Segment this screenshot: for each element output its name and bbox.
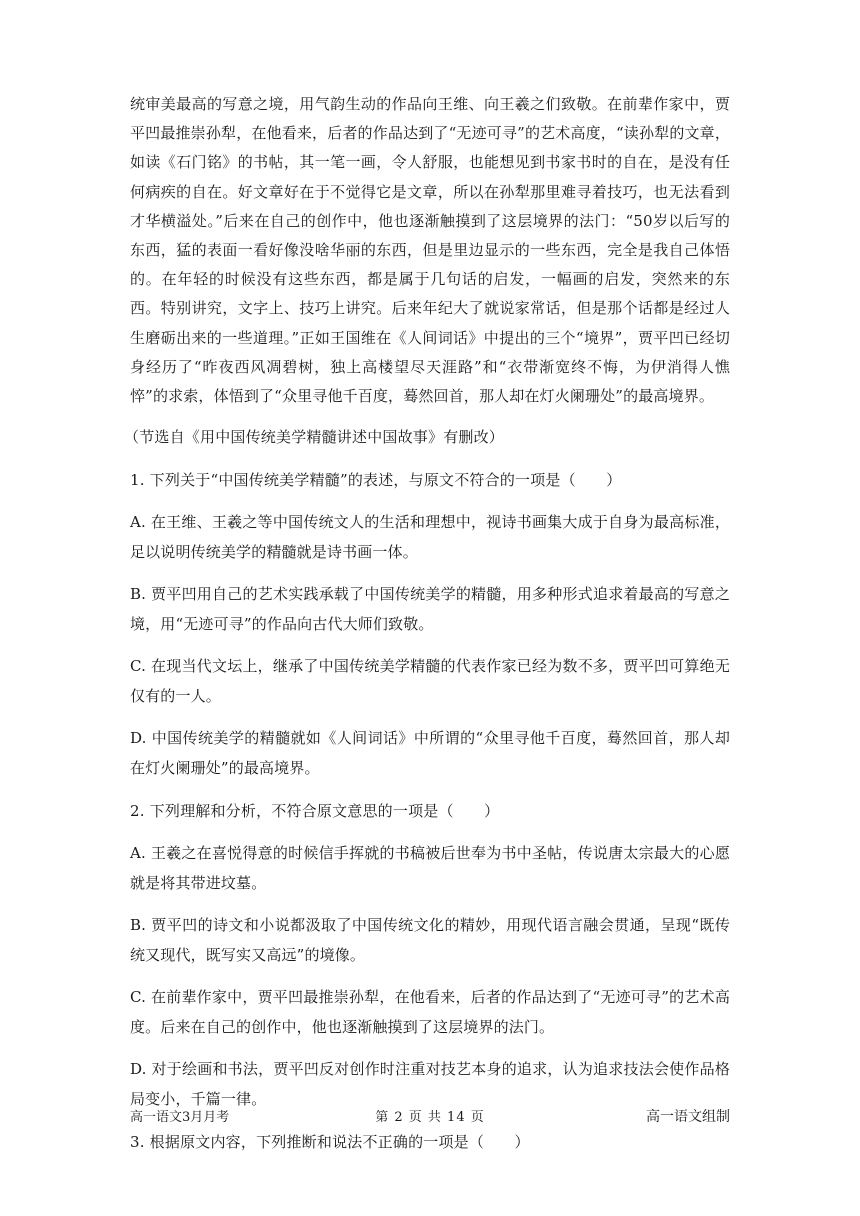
question-2-option-d: D. 对于绘画和书法，贾平凹反对创作时注重对技艺本身的追求，认为追求技法会使作品格局变小，千篇一律。 bbox=[130, 1060, 730, 1108]
question-1-option-b: B. 贾平凹用自己的艺术实践承载了中国传统美学的精髓，用多种形式追求着最高的写意之境，用“无迹可寻”的作品向古代大师们致敬。 bbox=[130, 585, 730, 633]
footer-exam-name: 高一语文3月月考 bbox=[130, 1110, 230, 1125]
source-citation: （节选自《用中国传统美学精髓讲述中国故事》有删改） bbox=[124, 428, 505, 447]
question-2-stem: 2. 下列理解和分析，不符合原文意思的一项是（ ） bbox=[130, 802, 500, 821]
page-content bbox=[124, 90, 730, 1157]
question-3-stem: 3. 根据原文内容，下列推断和说法不正确的一项是（ ） bbox=[130, 1133, 530, 1152]
question-1-stem: 1. 下列关于“中国传统美学精髓”的表述，与原文不符合的一项是（ ） bbox=[130, 471, 622, 490]
question-2-option-b: B. 贾平凹的诗文和小说都汲取了中国传统文化的精妙，用现代语言融会贯通，呈现“既传统又现代，既写实又高远”的境像。 bbox=[130, 916, 730, 964]
page-footer bbox=[130, 1106, 730, 1128]
passage-paragraph: 统审美最高的写意之境，用气韵生动的作品向王维、向王羲之们致敬。在前辈作家中，贾平凹最推崇孙犁，在他看来，后者的作品达到了“无迹可寻”的艺术高度，“读孙犁的文章，如读《石门铭》的书帖，其一笔一画，令人舒服，也能想见到书家书时的自在，是没有任何病疾的自在。好文章好在于不觉得它是文章，所以在孙犁那里难寻着技巧，也无法看到才华横溢处。”后来在自己的创作中，他也逐渐触摸到了这层境界的法门：“50岁以后写的东西，猛的表面一看好像没啥华丽的东西，但是里边显示的一些东西，完全是我自己体悟的。在年轻的时候没有这些东西，都是属于几句话的启发，一幅画的启发，突然来的东西。特别讲究，文字上、技巧上讲究。后来年纪大了就说家常话，但是那个话都是经过人生磨砺出来的一些道理。”正如王国维在《人间词话》中提出的三个“境界”，贾平凹已经切身经历了“昨夜西风凋碧树，独上高楼望尽天涯路”和“衣带渐宽终不悔，为伊消得人憔悴”的求索，体悟到了“众里寻他千百度，蓦然回首，那人却在灯火阑珊处”的最高境界。 bbox=[130, 95, 730, 406]
question-2-option-c: C. 在前辈作家中，贾平凹最推崇孙犁，在他看来，后者的作品达到了“无迹可寻”的艺术高度。后来在自己的创作中，他也逐渐触摸到了这层境界的法门。 bbox=[130, 988, 730, 1036]
question-1-option-c: C. 在现当代文坛上，继承了中国传统美学精髓的代表作家已经为数不多，贾平凹可算绝无仅有的一人。 bbox=[130, 657, 730, 705]
footer-page-number: 第 2 页 共 14 页 bbox=[375, 1110, 485, 1125]
question-1-option-d: D. 中国传统美学的精髓就如《人间词话》中所谓的“众里寻他千百度，蓦然回首，那人却在灯火阑珊处”的最高境界。 bbox=[130, 729, 730, 777]
question-2-option-a: A. 王羲之在喜悦得意的时候信手挥就的书稿被后世奉为书中圣帖，传说唐太宗最大的心愿就是将其带进坟墓。 bbox=[130, 844, 730, 892]
question-1-option-a: A. 在王维、王羲之等中国传统文人的生活和理想中，视诗书画集大成于自身为最高标准，足以说明传统美学的精髓就是诗书画一体。 bbox=[130, 513, 730, 561]
footer-author: 高一语文组制 bbox=[646, 1109, 730, 1125]
